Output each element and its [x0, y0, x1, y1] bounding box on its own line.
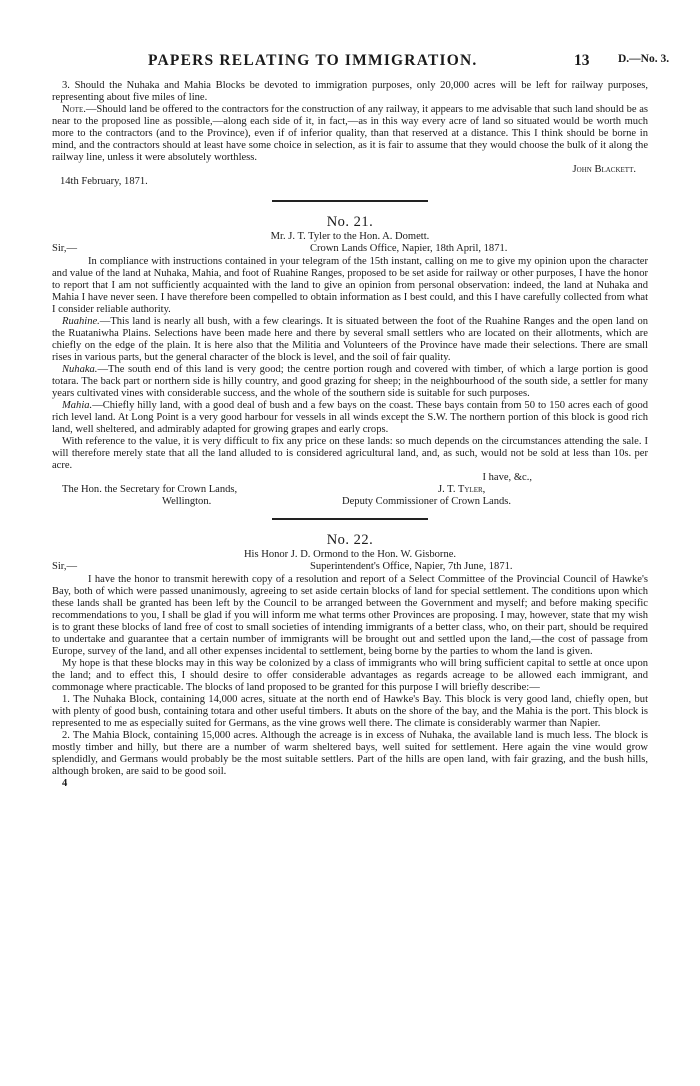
body-text — [52, 80, 648, 790]
salutation: Sir,— — [52, 243, 78, 255]
letter-number: No. 21. — [326, 214, 374, 231]
paragraph-ruahine — [52, 316, 648, 364]
date: 14th February, 1871. — [60, 176, 148, 188]
section-divider — [272, 518, 428, 520]
closing: I have, &c., — [482, 472, 532, 484]
paragraph-nuhaka — [52, 364, 648, 400]
paragraph: My hope is that these blocks may in this way be colonized by a class of immigrants who will bring sufficient capital to settle at once upon the land; and to effect this, I should desire to offer considerable advantages as regards acreage to be allowed each immigrant, and commonage where practicable. The blocks of land proposed to be granted for this purpose I will briefly describe:— — [52, 657, 648, 693]
note-paragraph — [52, 104, 648, 164]
addressee-line: The Hon. the Secretary for Crown Lands, — [62, 484, 238, 496]
signer-title: Deputy Commissioner of Crown Lands. — [342, 496, 512, 508]
section-divider — [272, 200, 428, 202]
signature: John Blackett. — [572, 164, 636, 176]
paragraph: I have the honor to transmit herewith copy of a resolution and report of a Select Committee of the Provincial Council of Hawke's Bay, both of which were passed unanimously, agreeing to set aside certain blocks of land for special settlement. The conditions upon which these lands shall be granted has been left by the Council to be arranged between the Government and myself; and before making specific recommendations to you, I shall be glad if you will inform me what terms other Provinces are proposing. I may, however, state that my wish is to grant these blocks of land free of cost to small societies of intending immigrants of a better class, who, on their part, should be required to undertake and guarantee that a certain number of immigrants will be brought out and settled upon the land,—the cost of passage from Europe, survey of the land, and all other expenses incidental to settlement, being borne by the parties to whom the land is given. — [52, 573, 648, 657]
ruahine-label: Ruahine. — [62, 315, 100, 327]
signature-block — [52, 484, 648, 510]
paragraph: In compliance with instructions contained in your telegram of the 15th instant, calling on me to give my opinion upon the character and value of the land at Nuhaka, Mahia, and foot of Ruahine Ranges, proposed to be set aside for railway or other purposes, I have the honor to report that I am not sufficiently acquainted with the land to give an opinion from personal observation: indeed, the land at Nuhaka and Mahia I have never seen. I have therefore been compelled to obtain information as I best could, and this I have carefully collected from what I consider reliable authority. — [52, 255, 648, 315]
paragraph: 3. Should the Nuhaka and Mahia Blocks be devoted to immigration purposes, only 20,000 acres will be left for railway purposes, representing about five miles of line. — [52, 80, 648, 104]
printer-signature: 4 — [62, 778, 68, 790]
document-page — [52, 52, 670, 790]
paragraph-mahia — [52, 400, 648, 436]
document-reference: D.—No. 3. — [618, 53, 670, 65]
mahia-label: Mahia. — [62, 400, 93, 412]
signer-name: J. T. Tyler, — [438, 484, 486, 496]
paragraph: With reference to the value, it is very difficult to fix any price on these lands: so much depends on the circumstances attending the sale. I will therefore merely state that all the land alluded to is considered agricultural land, and, as such, would not be sold at less than 10s. per acre. — [52, 436, 648, 472]
mahia-text: —Chiefly hilly land, with a good deal of bush and a few bays on the coast. These bays contain from 50 to 150 acres each of good rich level land. At Long Point is a very good harbour for vessels in all winds except the S.W. The northern portion of this block is good rich land, well sheltered, and admirably adapted for growing grapes and early crops. — [52, 400, 648, 436]
ruahine-text: —This land is nearly all bush, with a few clearings. It is situated between the foot of the Ruahine Ranges and the open land on the Ruataniwha Plains. Selections have been made here and there by several small settlers who are located on their allotments, which are chiefly on the edge of the plain. It is here also that the Militia and Volunteers of the Province have made their selections. There are small rises in various parts, but the general character of the block is level, and the soil of fair quality. — [52, 315, 648, 363]
nuhaka-label: Nuhaka. — [62, 363, 98, 375]
paragraph: 2. The Mahia Block, containing 15,000 acres. Although the acreage is in excess of Nuhaka, the available land is much less. The block is mostly timber and hilly, but there are a number of warm sheltered bays, well suited for settlement. Here again the vine would grow splendidly, and Germans would probably be the most suitable settlers. Part of the hills are open land, with fair grazing, and the bush hills, although broken, are said to be good soil. — [52, 730, 648, 778]
page-number: 13 — [574, 52, 590, 69]
addressee-line: Wellington. — [162, 496, 212, 508]
letter-from-to: Mr. J. T. Tyler to the Hon. A. Domett. — [270, 231, 430, 243]
letter-from-to: His Honor J. D. Ormond to the Hon. W. Gisborne. — [243, 549, 457, 561]
running-header — [52, 52, 670, 74]
letter-address: Superintendent's Office, Napier, 7th June, 1871. — [310, 561, 513, 573]
note-text: —Should land be offered to the contractors for the construction of any railway, it appears to me advisable that such land should be as near to the proposed line as possible,—along each side of it, in fact,—as in this way every acre of land so situated would be worth much more to the contractors (and to the Province), even if of inferior quality, than that reserved at a distance. This I think should be borne in mind, and the contractors should at least have some choice in selection, as it is fair to assume that they would choose the bulk of it along the railway line, unless it were absolutely worthless. — [52, 104, 648, 164]
letter-address: Crown Lands Office, Napier, 18th April, 1871. — [310, 243, 508, 255]
nuhaka-text: —The south end of this land is very good; the centre portion rough and covered with timber, of which a large portion is good totara. The back part or northern side is hilly country, and good grazing for sheep; in the neighbourhood of the south side, a settler for many years cultivated vines with considerable success, and the whole of the southern side is suitable for such purposes. — [52, 363, 648, 400]
note-label: Note. — [62, 104, 86, 116]
salutation-row — [52, 243, 648, 255]
salutation: Sir,— — [52, 561, 78, 573]
paragraph: 1. The Nuhaka Block, containing 14,000 acres, situate at the north end of Hawke's Bay. This block is very good land, chiefly open, but with plenty of good bush, containing totara and other useful timbers. It abuts on the shore of the bay, and the Mahia is the port. This block is represented to me as especially suited for Germans, as the vine grows well there. The climate is considerably warmer than Napier. — [52, 693, 648, 730]
salutation-row — [52, 561, 648, 573]
header-title: PAPERS RELATING TO IMMIGRATION. — [148, 52, 478, 69]
letter-number: No. 22. — [326, 532, 374, 549]
